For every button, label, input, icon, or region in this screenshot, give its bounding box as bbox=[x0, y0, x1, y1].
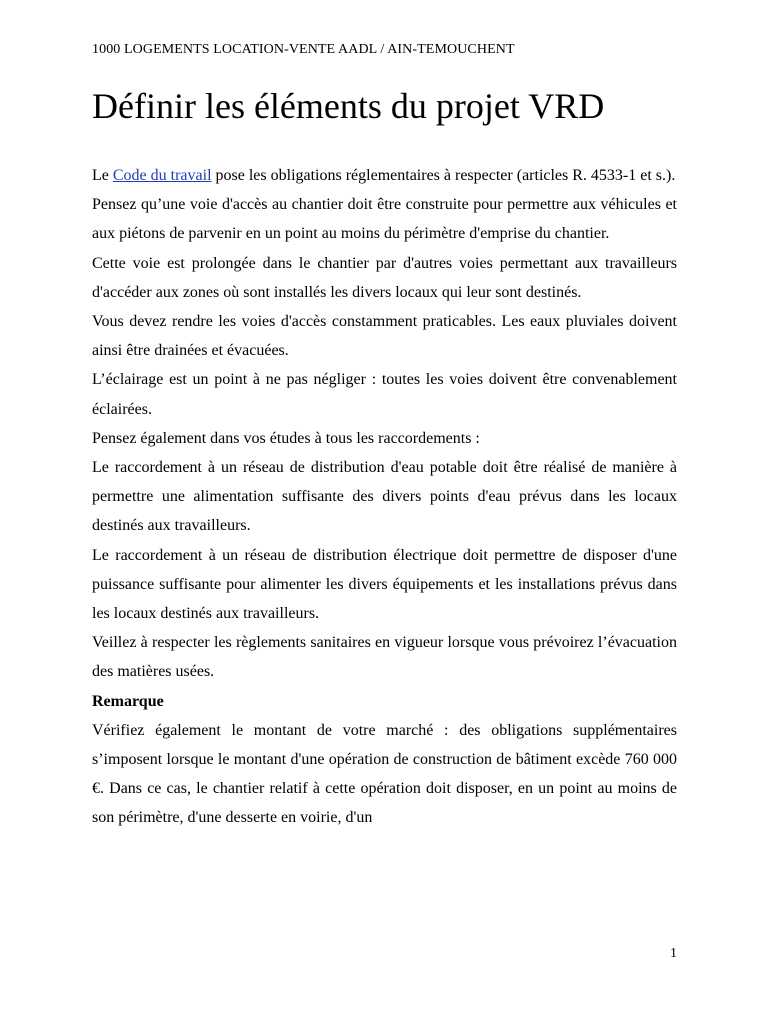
paragraph-eclairage: L’éclairage est un point à ne pas négliger : toutes les voies doivent être convenablement éclairées. bbox=[92, 371, 677, 418]
paragraph-suffix: pose les obligations réglementaires à respecter (articles R. 4533-1 et s.). bbox=[215, 167, 676, 184]
paragraph-voie-prolongee: Cette voie est prolongée dans le chantier par d'autres voies permettant aux travailleurs d'accéder aux zones où sont installés les divers locaux qui leur sont destinés. bbox=[92, 254, 677, 301]
paragraph-montant-marche: Vérifiez également le montant de votre marché : des obligations supplémentaires s’imposent lorsque le montant d'une opération de construction de bâtiment excède 760 000 €. Dans ce cas, le chantier relatif à cette opération doit disposer, en un point au moins de son périmètre, d'une desserte en voirie, d'un bbox=[92, 721, 677, 827]
document-body bbox=[92, 161, 677, 833]
paragraph-eau-potable: Le raccordement à un réseau de distribution d'eau potable doit être réalisé de manière à permettre une alimentation suffisante des divers points d'eau prévus dans les locaux destinés aux travailleurs. bbox=[92, 459, 677, 535]
paragraph-prefix: Le bbox=[92, 167, 109, 184]
paragraph-voie-acces: Pensez qu’une voie d'accès au chantier doit être construite pour permettre aux véhicules et aux piétons de parvenir en un point au moins du périmètre d'emprise du chantier. bbox=[92, 196, 677, 243]
running-header: 1000 LOGEMENTS LOCATION-VENTE AADL / AIN-TEMOUCHENT bbox=[92, 42, 515, 57]
paragraph-electricite: Le raccordement à un réseau de distribution électrique doit permettre de disposer d'une puissance suffisante pour alimenter les divers équipements et les installations prévus dans les locaux destinés aux travailleurs. bbox=[92, 546, 677, 623]
paragraph-sanitaires: Veillez à respecter les règlements sanitaires en vigueur lorsque vous prévoirez l’évacuation des matières usées. bbox=[92, 634, 677, 681]
paragraph-voies-praticables: Vous devez rendre les voies d'accès constamment praticables. Les eaux pluviales doivent ainsi être drainées et évacuées. bbox=[92, 313, 677, 360]
code-du-travail-link[interactable]: Code du travail bbox=[112, 167, 212, 184]
page-number: 1 bbox=[670, 946, 677, 961]
paragraph-raccordements: Pensez également dans vos études à tous les raccordements : bbox=[92, 429, 480, 447]
page-title: Définir les éléments du projet VRD bbox=[92, 86, 605, 126]
paragraph-code-du-travail bbox=[92, 161, 677, 190]
remark-heading: Remarque bbox=[92, 692, 164, 710]
